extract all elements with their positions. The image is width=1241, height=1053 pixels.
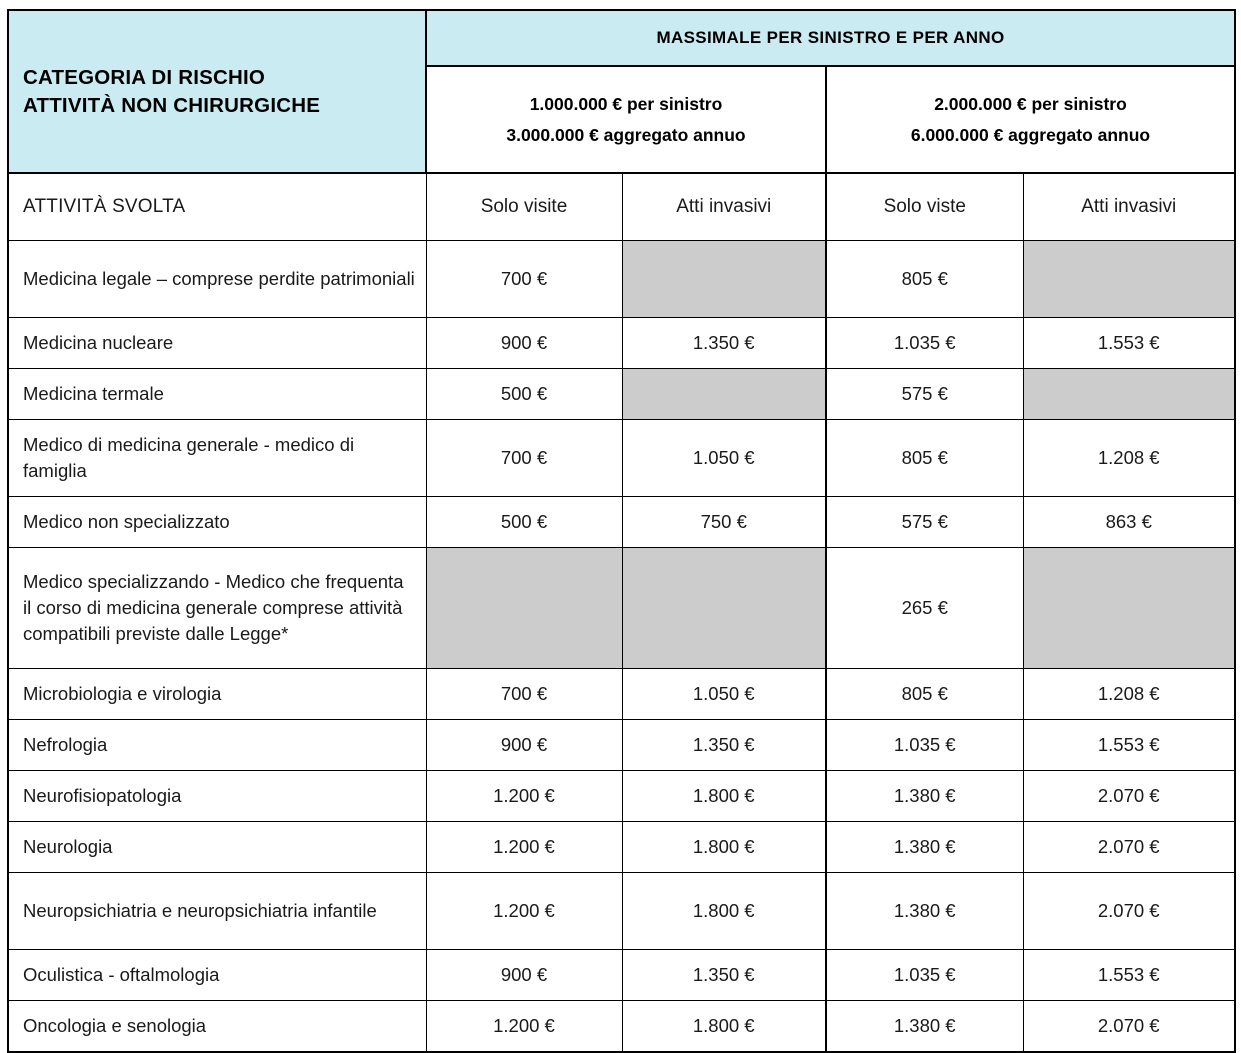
massimale-title-cell: MASSIMALE PER SINISTRO E PER ANNO <box>426 10 1235 66</box>
table-row <box>8 318 1235 369</box>
premium-cell: 500 € <box>426 497 622 548</box>
table-body <box>8 241 1235 1053</box>
category-title-line2: ATTIVITÀ NON CHIRURGICHE <box>23 93 321 117</box>
premium-cell: 1.553 € <box>1023 720 1235 771</box>
activity-name-cell: Medico specializzando - Medico che frequenta il corso di medicina generale comprese attività compatibili previste dalle Legge* <box>8 548 426 669</box>
premium-cell: 1.208 € <box>1023 420 1235 497</box>
premium-cell-empty <box>426 548 622 669</box>
category-title-line1: CATEGORIA DI RISCHIO <box>23 65 266 89</box>
table-header <box>8 10 1235 241</box>
premium-cell: 575 € <box>826 369 1023 420</box>
limit-group-2-aggregato: 6.000.000 € aggregato annuo <box>910 124 1151 145</box>
premium-cell: 1.050 € <box>622 420 826 497</box>
activity-name-cell: Medico di medicina generale - medico di famiglia <box>8 420 426 497</box>
premium-cell: 900 € <box>426 950 622 1001</box>
activity-name-cell: Microbiologia e virologia <box>8 669 426 720</box>
activity-name-cell: Medicina termale <box>8 369 426 420</box>
premium-cell: 1.553 € <box>1023 318 1235 369</box>
premium-cell: 1.200 € <box>426 822 622 873</box>
premium-cell: 1.800 € <box>622 873 826 950</box>
table-row <box>8 822 1235 873</box>
premium-cell: 863 € <box>1023 497 1235 548</box>
premium-cell: 1.380 € <box>826 1001 1023 1053</box>
table-row <box>8 241 1235 318</box>
activity-name-cell: Nefrologia <box>8 720 426 771</box>
activity-name-cell: Neurologia <box>8 822 426 873</box>
limit-group-1-aggregato: 3.000.000 € aggregato annuo <box>506 124 746 145</box>
limit-group-2-per-sinistro: 2.000.000 € per sinistro <box>934 93 1127 114</box>
activity-name-cell: Neuropsichiatria e neuropsichiatria infantile <box>8 873 426 950</box>
activity-name-cell: Medico non specializzato <box>8 497 426 548</box>
premium-cell: 805 € <box>826 669 1023 720</box>
premium-cell: 1.200 € <box>426 1001 622 1053</box>
premium-cell: 1.350 € <box>622 318 826 369</box>
premium-cell: 2.070 € <box>1023 822 1235 873</box>
premium-cell: 700 € <box>426 241 622 318</box>
table-row <box>8 720 1235 771</box>
premium-cell-empty <box>622 241 826 318</box>
table-row <box>8 669 1235 720</box>
premium-cell: 1.035 € <box>826 720 1023 771</box>
header-row-title <box>8 10 1235 66</box>
subheader-column-4: Atti invasivi <box>1023 173 1235 241</box>
limit-group-1-cell <box>426 66 826 173</box>
premium-cell: 1.350 € <box>622 950 826 1001</box>
limit-group-2-cell <box>826 66 1235 173</box>
activity-name-cell: Oncologia e senologia <box>8 1001 426 1053</box>
premium-cell: 1.380 € <box>826 771 1023 822</box>
premium-cell: 1.200 € <box>426 873 622 950</box>
premium-cell: 500 € <box>426 369 622 420</box>
premium-cell: 1.380 € <box>826 822 1023 873</box>
category-title-cell <box>8 10 426 173</box>
premium-cell: 1.050 € <box>622 669 826 720</box>
premium-cell: 1.553 € <box>1023 950 1235 1001</box>
table-row <box>8 873 1235 950</box>
table-row <box>8 1001 1235 1053</box>
premium-cell: 1.800 € <box>622 1001 826 1053</box>
premium-cell-empty <box>1023 369 1235 420</box>
premium-cell-empty <box>622 369 826 420</box>
limit-group-1-per-sinistro: 1.000.000 € per sinistro <box>529 93 723 114</box>
table-row <box>8 369 1235 420</box>
subheader-column-2: Atti invasivi <box>622 173 826 241</box>
table-row <box>8 497 1235 548</box>
subheader-column-1: Solo visite <box>426 173 622 241</box>
premium-cell: 1.800 € <box>622 822 826 873</box>
activity-name-cell: Oculistica - oftalmologia <box>8 950 426 1001</box>
premium-cell: 805 € <box>826 241 1023 318</box>
premium-cell: 265 € <box>826 548 1023 669</box>
premium-cell: 2.070 € <box>1023 873 1235 950</box>
premium-cell: 700 € <box>426 420 622 497</box>
activity-name-cell: Medicina legale – comprese perdite patrimoniali <box>8 241 426 318</box>
premium-cell: 900 € <box>426 318 622 369</box>
premium-cell: 2.070 € <box>1023 1001 1235 1053</box>
table-row <box>8 950 1235 1001</box>
premium-cell: 700 € <box>426 669 622 720</box>
subheader-column-3: Solo viste <box>826 173 1023 241</box>
premium-cell-empty <box>1023 548 1235 669</box>
header-row-columns <box>8 173 1235 241</box>
premium-cell: 1.350 € <box>622 720 826 771</box>
premium-cell: 1.035 € <box>826 318 1023 369</box>
premium-cell: 750 € <box>622 497 826 548</box>
premium-cell: 2.070 € <box>1023 771 1235 822</box>
premium-cell: 805 € <box>826 420 1023 497</box>
premium-cell: 1.200 € <box>426 771 622 822</box>
premium-cell: 575 € <box>826 497 1023 548</box>
premium-cell: 1.208 € <box>1023 669 1235 720</box>
premium-cell: 1.800 € <box>622 771 826 822</box>
table-row <box>8 420 1235 497</box>
insurance-rate-table <box>7 9 1236 1053</box>
activity-name-cell: Medicina nucleare <box>8 318 426 369</box>
premium-cell: 1.380 € <box>826 873 1023 950</box>
premium-cell: 1.035 € <box>826 950 1023 1001</box>
activity-name-cell: Neurofisiopatologia <box>8 771 426 822</box>
table-row <box>8 548 1235 669</box>
table-row <box>8 771 1235 822</box>
subheader-activity-label: ATTIVITÀ SVOLTA <box>8 173 426 241</box>
premium-cell: 900 € <box>426 720 622 771</box>
premium-cell-empty <box>622 548 826 669</box>
premium-cell-empty <box>1023 241 1235 318</box>
